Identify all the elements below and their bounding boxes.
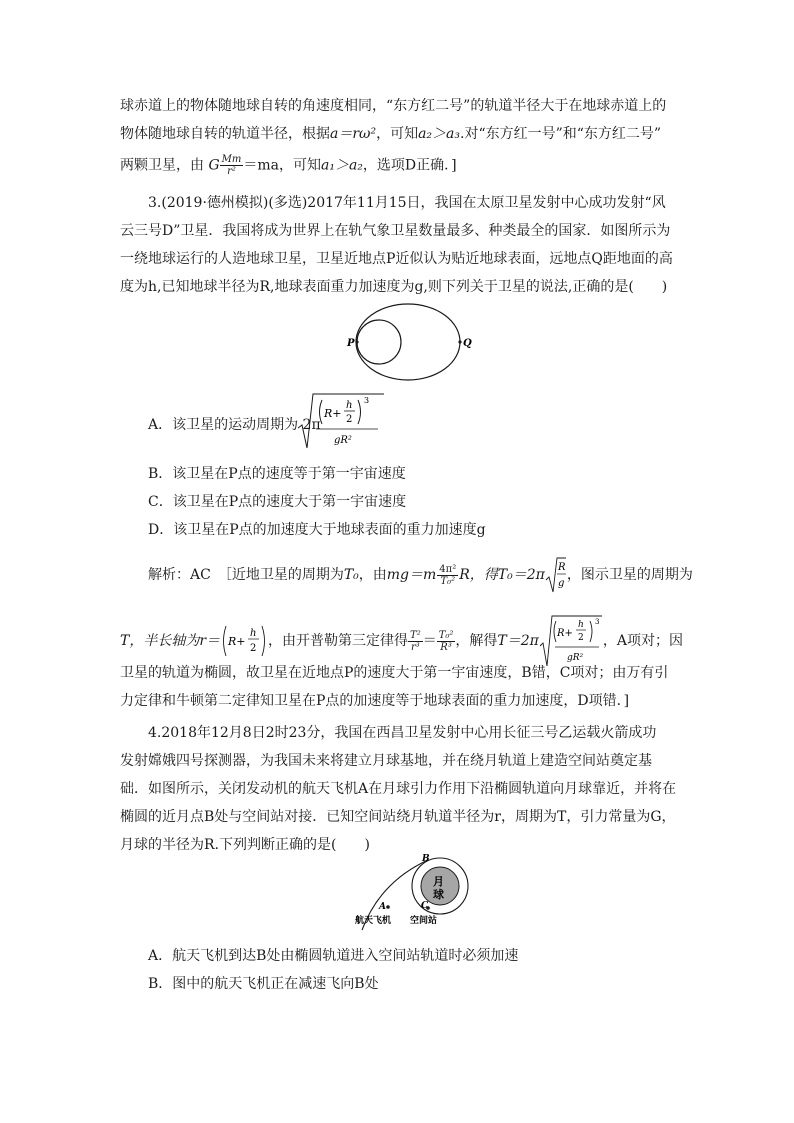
q3-solution-line4: 力定律和牛顿第二定律知卫星在P点的加速度等于地球表面的重力加速度，D项错．] [120,693,630,709]
para1-gravity-fraction: $\frac{Mm}{\text{r²}}$ [221,154,242,177]
para1-a2-a3: a₂＞a₃ [418,126,460,142]
svg-text:gR²: gR² [334,435,352,446]
q3-option-c: C．该卫星在P点的速度大于第一宇宙速度 [148,494,407,510]
svg-text:h: h [577,620,584,630]
para1-line2-a: 物体随地球自转的轨道半径，根据 [120,126,330,142]
svg-text:2: 2 [250,643,257,654]
q3-option-a-formula [296,392,386,452]
q3-label-P: P [347,338,355,349]
q3-sol-sqrt-R-g [545,556,567,594]
para1-a1-a2: a₁＞a₂ [321,157,363,174]
q4-line3: 础．如图所示，关闭发动机的航天飞机A在月球引力作用下沿椭圆轨道向月球靠近，并将在 [120,781,677,797]
svg-text:R+: R+ [556,628,573,639]
q4-label-A: A [379,902,386,912]
q4-moon-label-2: 球 [433,888,444,901]
q3-line3: 一绕地球运行的人造地球卫星，卫星近地点P近似认为贴近地球表面，远地点Q距地面的高 [120,251,673,267]
q3-orbit-ellipse [356,304,460,380]
q4-label-station: 空间站 [410,916,438,926]
q3-sol-semi-axis [220,622,268,660]
svg-text:g: g [557,578,565,589]
q4-line5: 月球的半径为R.下列判断正确的是( ) [120,837,370,853]
para1-line3-a: 两颗卫星，由 [120,157,204,174]
q3-option-a-text: A．该卫星的运动周期为 2π [148,417,321,433]
para1-line2-b: ，可知 [376,126,419,142]
q3-option-b: B．该卫星在P点的速度等于第一宇宙速度 [148,466,406,482]
q4-label-B: B [422,854,430,864]
svg-text:h: h [346,400,353,411]
q4-label-C: C [421,901,429,911]
q3-option-a [148,415,321,435]
q3-solution-line1: 解析：AC ［近地卫星的周期为T₀，由mg＝m $\frac{\text{4π²}}{\text{T₀²}}$ R，得T₀＝2π R g ，图示卫星的周期为 [148,556,693,594]
q4-option-b: B．图中的航天飞机正在减速飞向B处 [148,976,379,992]
q3-solution-line3: 卫星的轨道为椭圆，故卫星在近地点P的速度大于第一宇宙速度，B错，C项对；由万有引 [120,665,669,681]
svg-text:3: 3 [594,618,600,626]
q4-option-a: A．航天飞机到达B处由椭圆轨道进入空间站轨道时必须加速 [148,948,519,964]
para1-line3 [120,154,457,177]
svg-text:gR²: gR² [566,653,584,663]
q4-moon-figure [350,852,480,932]
svg-text:R: R [557,562,566,573]
svg-text:R+: R+ [228,635,246,648]
q4-point-A [386,905,390,909]
svg-text:h: h [250,628,257,639]
q4-moon-label-1: 月 [433,875,444,888]
q3-earth-circle [357,320,401,364]
q4-line4: 椭圆的近月点B处与空间站对接．已知空间站绕月轨道半径为r，周期为T，引力常量为G， [120,809,676,825]
q3-line1: 3.(2019·德州模拟)(多选)2017年11月15日，我国在太原卫星发射中心成功发射“风 [148,195,666,211]
q4-line2: 发射嫦娥四号探测器，为我国未来将建立月球基地，并在绕月轨道上建造空间站奠定基 [120,753,652,769]
para1-line3-d: ，选项D正确．] [362,157,457,174]
q4-line1: 4.2018年12月8日2时23分，我国在西昌卫星发射中心用长征三号乙运载火箭成功 [148,725,657,741]
q4-label-shuttle: 航天飞机 [355,916,392,926]
q3-line4: 度为h,已知地球半径为R,地球表面重力加速度为g,则下列关于卫星的说法,正确的是( ) [120,279,668,295]
q3-point-Q [458,340,461,343]
para1-line2-d: .对“东方红一号”和“东方红二号” [460,126,662,142]
svg-text:2: 2 [346,414,353,425]
q3-sol-period-formula [539,614,603,668]
q3-point-P [355,340,358,343]
q3-orbit-figure [345,300,475,385]
svg-text:R+: R+ [324,407,342,420]
para1-line2 [120,124,661,144]
para1-line1: 球赤道上的物体随地球自转的角速度相同，“东方红二号”的轨道半径大于在地球赤道上的 [120,98,667,114]
para1-formula-a: a＝rω² [330,126,377,142]
para1-line3-b: ＝ma，可知 [243,157,321,174]
q3-option-d: D．该卫星在P点的加速度大于地球表面的重力加速度g [148,522,486,538]
svg-text:3: 3 [364,396,370,405]
svg-text:2: 2 [577,633,584,643]
q3-label-Q: Q [463,338,472,349]
q3-line2: 云三号D”卫星．我国将成为世界上在轨气象卫星数量最多、种类最全的国家．如图所示为 [120,223,671,239]
q3-solution-line2: T，半长轴为r＝ R+ h 2 ，由开普勒第三定律得 $\frac{\text{T²}}{\text{r³}}$ ＝ $\frac{\text{T₀²}}{\text{R³}}$ ，解得T＝2π R+ h 2 3 gR² ，A项对；因 [120,614,683,668]
para1-G: G [208,157,220,174]
